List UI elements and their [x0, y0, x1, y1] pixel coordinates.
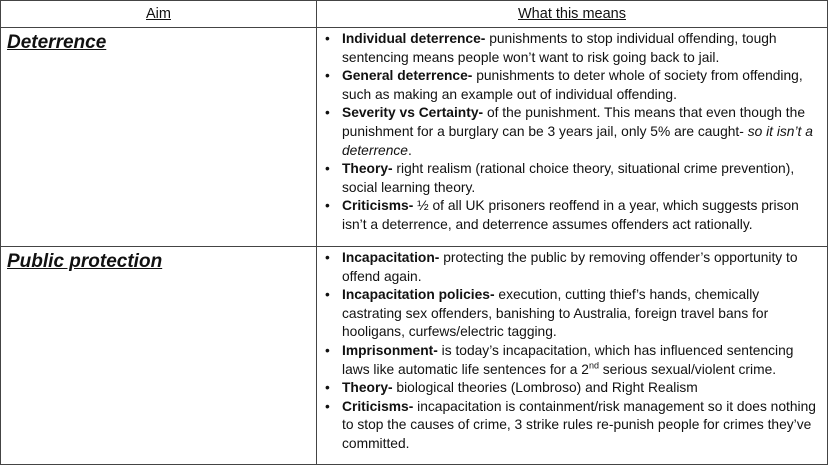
header-meaning: What this means [317, 1, 828, 28]
point-term: Incapacitation- [342, 250, 440, 265]
aim-title: Deterrence [7, 32, 107, 53]
list-item [317, 104, 821, 160]
list-item [317, 160, 821, 197]
point-term: Imprisonment- [342, 342, 438, 358]
point-term: Severity vs Certainty- [342, 105, 484, 121]
header-aim: Aim [1, 1, 317, 28]
point-text: incapacitation is containment/risk management so it does nothing to stop the causes of crime, 3 strike rules re-punish people for crimes they’ve committed. [342, 398, 816, 451]
header-row [1, 1, 828, 28]
point-text: ½ of all UK prisoners reoffend in a year, which suggests prison isn’t a deterrence, and deterrence assumes offenders act rationally. [342, 198, 799, 232]
point-term: Theory- [342, 161, 393, 177]
point-superscript: nd [588, 359, 599, 370]
point-tail: serious sexual/violent crime. [598, 361, 777, 377]
point-list [317, 28, 827, 238]
list-item [317, 30, 821, 67]
point-text: execution, cutting thief’s hands, chemically castrating sex offenders, banishing to Australia, foreign travel bans for hooligans, curfews/electric tagging. [342, 287, 769, 340]
point-text: right realism (rational choice theory, situational crime prevention), social learning theory. [342, 161, 795, 195]
meaning-cell [317, 247, 828, 465]
point-text: punishments to deter whole of society from offending, such as making an example out of individual offending. [342, 68, 803, 102]
meaning-cell [317, 28, 828, 247]
point-list [317, 247, 827, 457]
point-tail: . [407, 142, 412, 158]
table-row-deterrence [1, 28, 828, 247]
point-text: punishments to stop individual offending, tough sentencing means people won’t want to risk going back to jail. [342, 31, 777, 65]
aim-cell [1, 28, 317, 247]
list-item [317, 197, 821, 234]
list-item [317, 249, 821, 286]
list-item [317, 342, 821, 379]
point-text: biological theories (Lombroso) and Right Realism [392, 380, 698, 396]
point-term: Incapacitation policies- [342, 287, 495, 303]
list-item [317, 398, 821, 454]
point-term: Theory- [342, 380, 393, 396]
list-item [317, 67, 821, 104]
point-term: General deterrence- [342, 68, 473, 84]
point-text: of the punishment. This means that even though the punishment for a burglary can be 3 years jail, only 5% are caught- [342, 105, 805, 139]
point-term: Criticisms- [342, 198, 414, 214]
point-text: protecting the public by removing offender’s opportunity to offend again. [342, 250, 798, 284]
point-term: Criticisms- [342, 398, 414, 414]
aim-cell [1, 247, 317, 465]
point-italic: so it isn’t a deterrence [342, 123, 813, 158]
list-item [317, 286, 821, 342]
aim-title: Public protection [7, 251, 163, 272]
table-row-public-protection [1, 247, 828, 465]
list-item [317, 379, 821, 398]
point-term: Individual deterrence- [342, 31, 486, 46]
point-text: is today’s incapacitation, which has influenced sentencing laws like automatic life sentences for a 2 [342, 342, 794, 377]
